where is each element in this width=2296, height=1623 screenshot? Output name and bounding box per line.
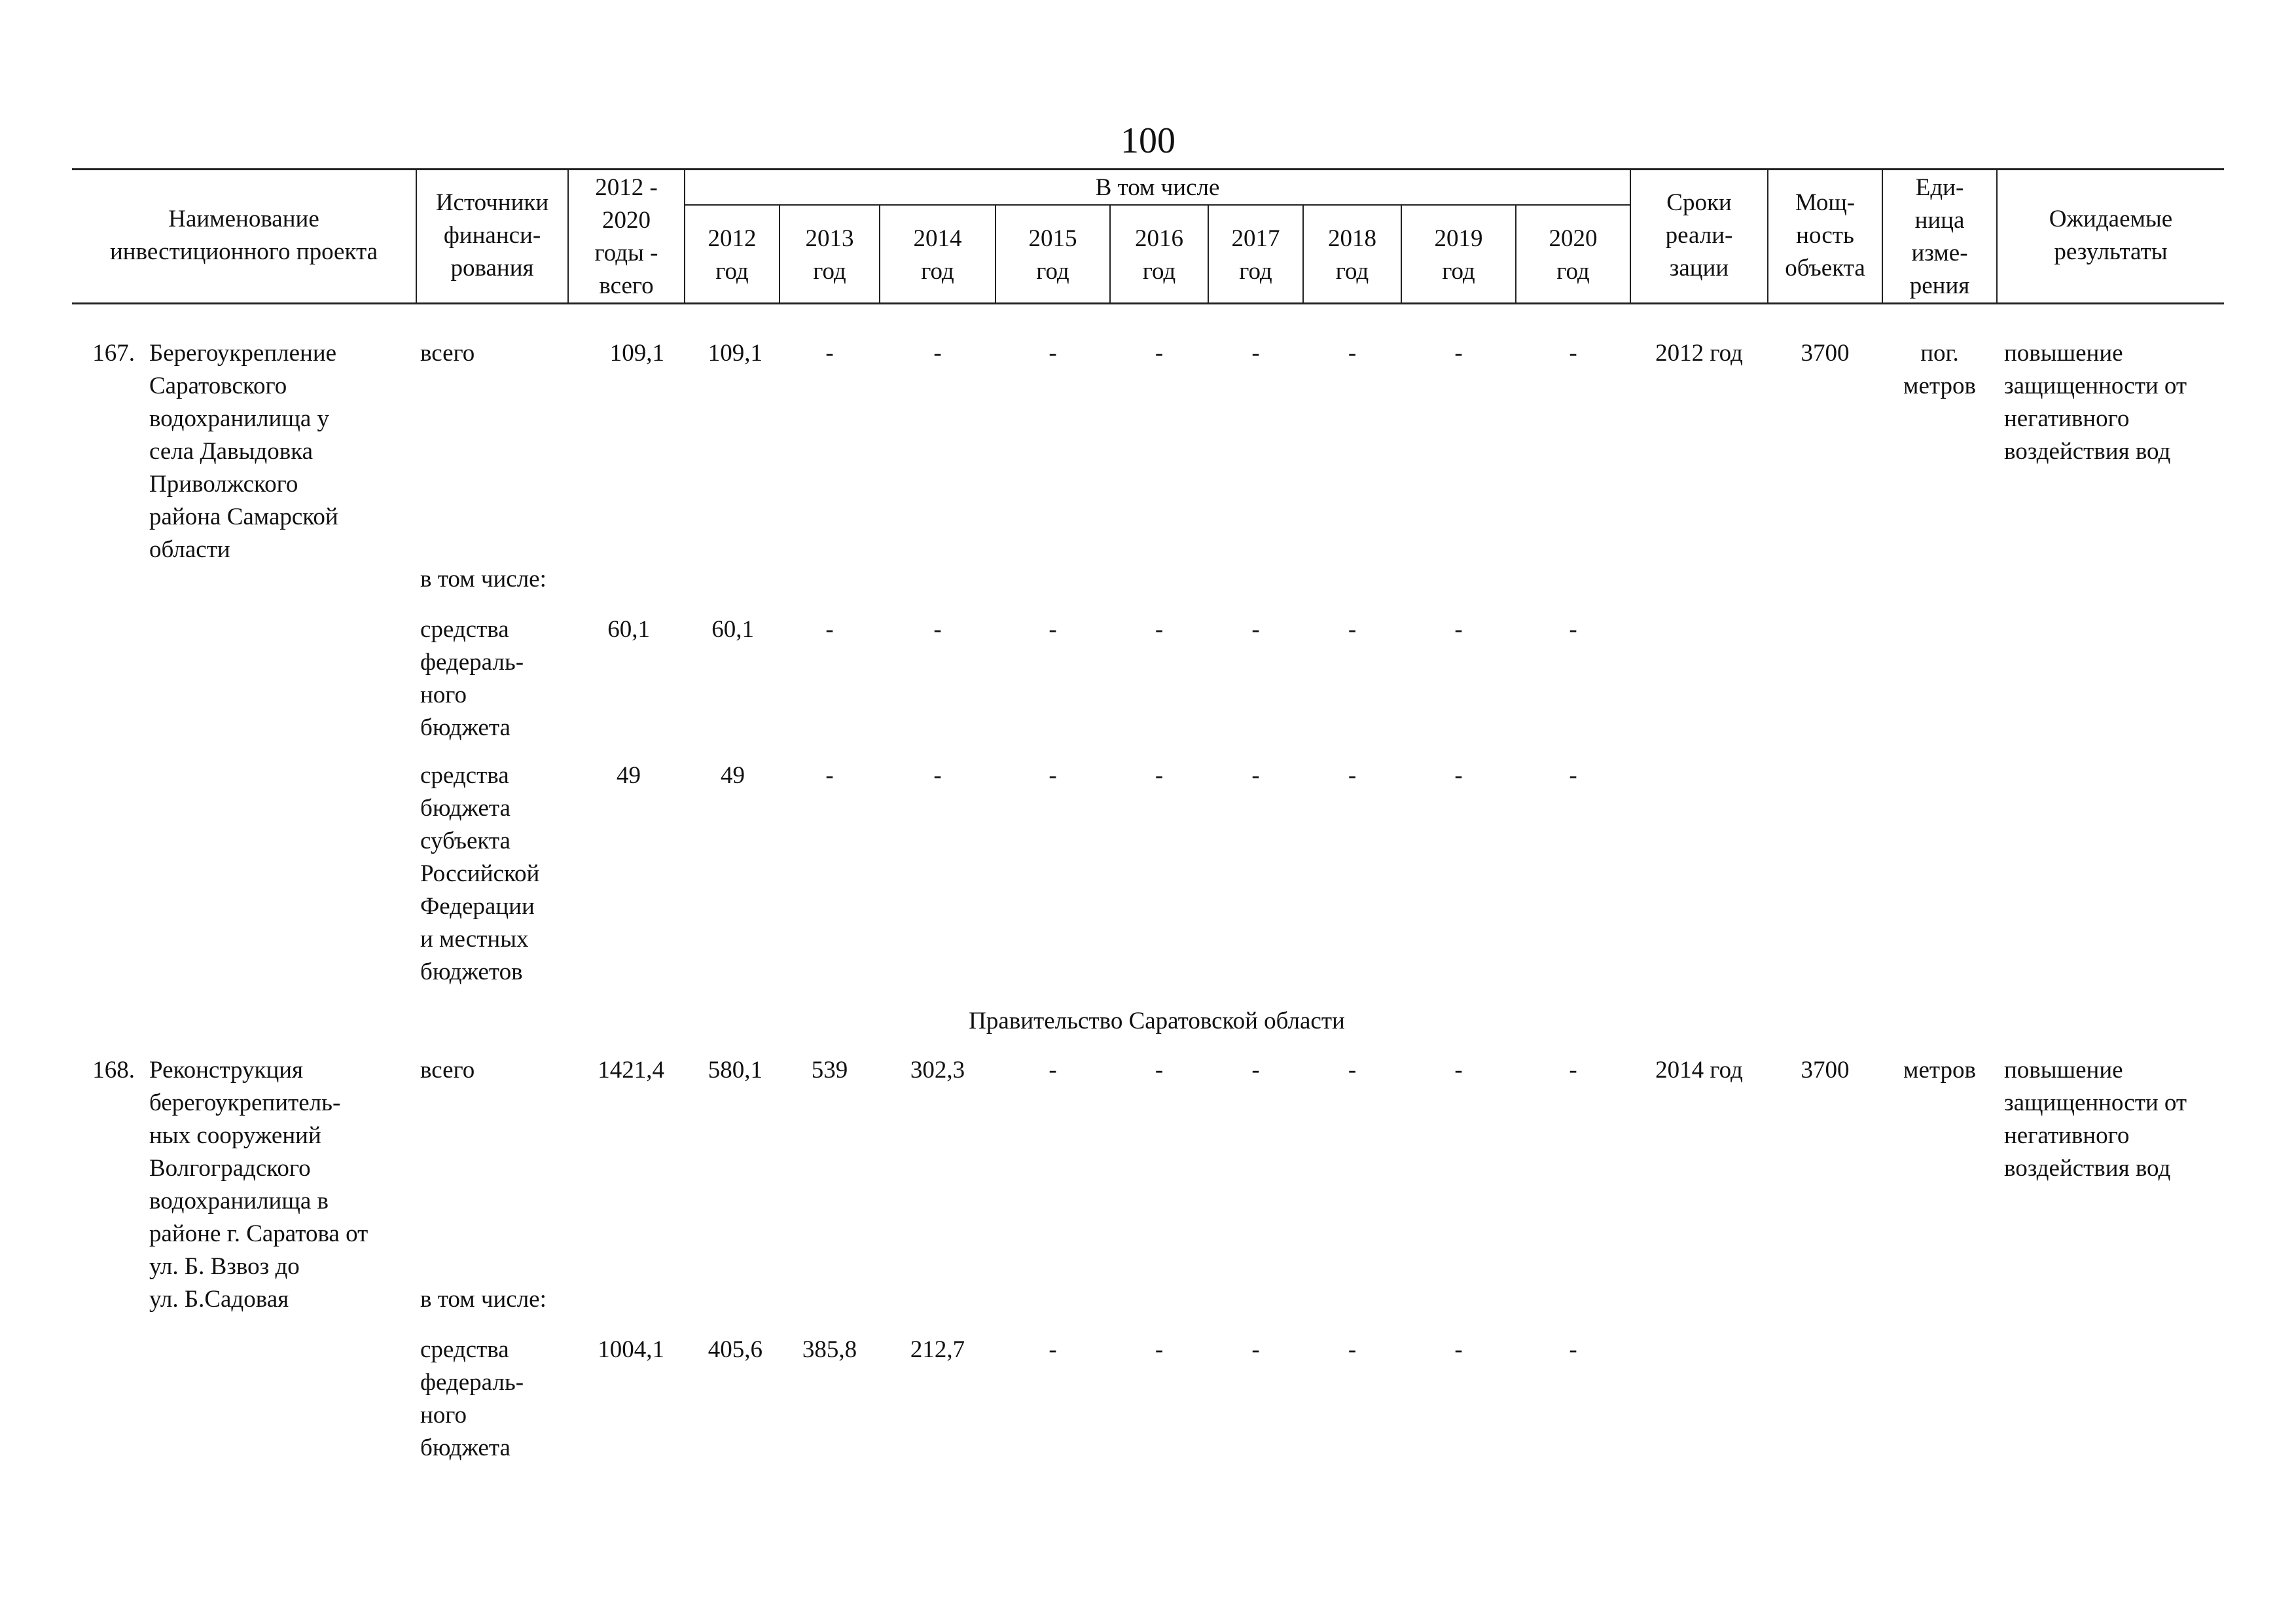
- header-bottom-rule: [72, 302, 2224, 304]
- year-value: -: [1569, 762, 1577, 789]
- header-term: Сроки реали- зации: [1665, 189, 1733, 282]
- including-label: в том числе:: [420, 1286, 547, 1313]
- year-value: -: [1049, 340, 1057, 367]
- year-value: -: [1569, 1336, 1577, 1363]
- section-title: Правительство Саратовской области: [969, 1008, 1345, 1034]
- year-value: -: [1348, 616, 1357, 643]
- year-value: 302,3: [910, 1057, 965, 1084]
- year-value: -: [1155, 1057, 1164, 1084]
- year-value: -: [1348, 762, 1357, 789]
- header-year: 2015 год: [1028, 225, 1077, 285]
- header-year: 2012 год: [708, 225, 757, 285]
- header-year: 2013 год: [805, 225, 854, 285]
- header-project-name: Наименование инвестиционного проекта: [109, 206, 378, 265]
- year-value: -: [1454, 616, 1463, 643]
- year-value: -: [825, 762, 834, 789]
- year-value: 49: [721, 762, 745, 789]
- year-value: -: [933, 616, 942, 643]
- year-value: -: [1251, 1336, 1260, 1363]
- year-value: -: [1049, 1336, 1057, 1363]
- header-including: В том числе: [1095, 174, 1220, 201]
- header-funding-source: Источники финанси- рования: [435, 189, 549, 282]
- year-value: 212,7: [910, 1336, 965, 1363]
- expected-results: повышение защищенности от негативного воздействия вод: [2004, 1057, 2187, 1182]
- year-value: -: [933, 340, 942, 367]
- project-name: Берегоукрепление Саратовского водохранилища у села Давыдовка Приволжского района Самарской области: [149, 340, 338, 563]
- year-value: -: [933, 762, 942, 789]
- total-sum: 60,1: [607, 616, 650, 643]
- header-year: 2020 год: [1549, 225, 1598, 285]
- year-value: -: [1049, 762, 1057, 789]
- year-value: -: [1251, 340, 1260, 367]
- year-value: -: [1348, 1057, 1357, 1084]
- header-year: 2016 год: [1135, 225, 1183, 285]
- realization-term: 2014 год: [1655, 1057, 1743, 1084]
- year-value: -: [1348, 340, 1357, 367]
- measure-unit: метров: [1903, 1057, 1976, 1084]
- including-rule: [684, 204, 1630, 206]
- funding-source: средства федераль- ного бюджета: [420, 1336, 524, 1461]
- year-value: 539: [811, 1057, 848, 1084]
- funding-source: средства бюджета субъекта Российской Федерации и местных бюджетов: [420, 762, 540, 985]
- year-value: -: [1569, 1057, 1577, 1084]
- year-value: 60,1: [711, 616, 754, 643]
- year-value: -: [1251, 1057, 1260, 1084]
- year-value: -: [1251, 762, 1260, 789]
- header-unit: Еди- ница изме- рения: [1909, 174, 1970, 299]
- year-value: 385,8: [802, 1336, 857, 1363]
- measure-unit: пог. метров: [1903, 340, 1976, 399]
- header-year: 2019 год: [1434, 225, 1483, 285]
- realization-term: 2012 год: [1655, 340, 1743, 367]
- year-value: -: [1569, 616, 1577, 643]
- year-value: -: [1454, 1336, 1463, 1363]
- header-year: 2014 год: [913, 225, 962, 285]
- year-value: -: [1049, 1057, 1057, 1084]
- total-sum: 1004,1: [598, 1336, 664, 1363]
- project-name: Реконструкция берегоукрепитель- ных сооружений Волгоградского водохранилища в районе г. Саратова от ул. Б. Взвоз до ул. Б.Садовая: [149, 1057, 368, 1313]
- year-value: -: [1454, 1057, 1463, 1084]
- year-value: -: [1155, 1336, 1164, 1363]
- year-value: -: [825, 616, 834, 643]
- year-value: -: [1155, 340, 1164, 367]
- year-value: -: [1348, 1336, 1357, 1363]
- funding-source: всего: [420, 1057, 475, 1084]
- year-value: -: [1251, 616, 1260, 643]
- total-sum: 109,1: [609, 340, 664, 367]
- funding-source: средства федераль- ного бюджета: [420, 616, 524, 741]
- including-label: в том числе:: [420, 566, 547, 593]
- project-number: 168.: [92, 1057, 135, 1084]
- year-value: 109,1: [708, 340, 762, 367]
- year-value: -: [825, 340, 834, 367]
- total-sum: 1421,4: [598, 1057, 664, 1084]
- funding-source: всего: [420, 340, 475, 367]
- year-value: 580,1: [708, 1057, 762, 1084]
- year-value: 405,6: [708, 1336, 762, 1363]
- year-value: -: [1454, 762, 1463, 789]
- project-number: 167.: [92, 340, 135, 367]
- year-value: -: [1454, 340, 1463, 367]
- total-sum: 49: [617, 762, 641, 789]
- object-capacity: 3700: [1801, 340, 1850, 367]
- year-value: -: [1569, 340, 1577, 367]
- expected-results: повышение защищенности от негативного воздействия вод: [2004, 340, 2187, 465]
- header-total: 2012 - 2020 годы - всего: [594, 174, 658, 299]
- year-value: -: [1049, 616, 1057, 643]
- year-value: -: [1155, 762, 1164, 789]
- header-year: 2018 год: [1328, 225, 1376, 285]
- header-year: 2017 год: [1231, 225, 1280, 285]
- year-value: -: [1155, 616, 1164, 643]
- header-capacity: Мощ- ность объекта: [1785, 189, 1865, 282]
- page-number: 100: [1121, 120, 1175, 161]
- object-capacity: 3700: [1801, 1057, 1850, 1084]
- header-results: Ожидаемые результаты: [2049, 206, 2173, 265]
- top-rule: [72, 168, 2224, 170]
